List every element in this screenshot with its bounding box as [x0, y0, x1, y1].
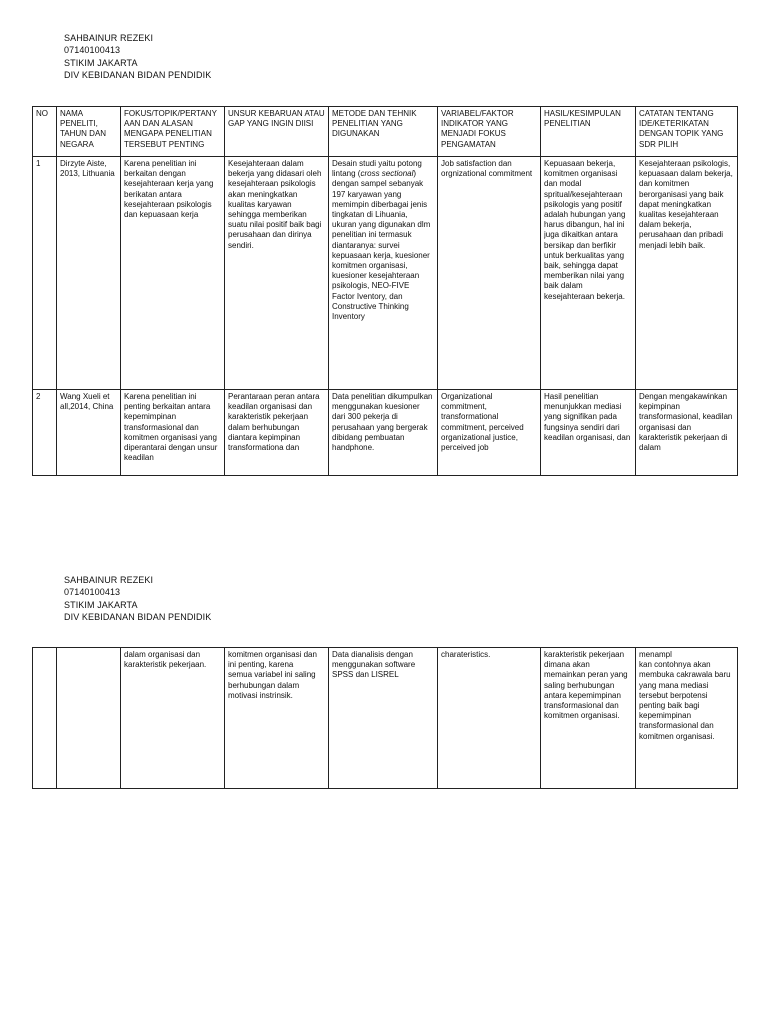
column-header: VARIABEL/FAKTOR INDIKATOR YANG MENJADI FOKUS PENGAMATAN [438, 107, 541, 157]
method-text-b: ) dengan sampel sebanyak 197 karyawan yang memimpin diberbagai jenis tingkatan di Lihuania, ukuran yang digunakan dlm penelitian ini termasuk diantaranya: survei kepuasaan kerja, kuesioner komitmen organisasi, kuesioner kesejahteraan psikologis, NEO-FIVE Factor Iventory, dan Constructive Thinking Inventory [332, 169, 431, 322]
page-1 [0, 0, 768, 500]
notes-cell [636, 648, 738, 789]
row-number: 2 [33, 390, 57, 476]
researcher-cell: Wang Xueli et all,2014, China [57, 390, 121, 476]
author-program: DIV KEBIDANAN BIDAN PENDIDIK [64, 611, 212, 622]
result-cell: Kepuasaan bekerja, komitmen organisasi dan modal spritual/kesejahteraan psikologis yang positif adalah hubungan yang harus dibangun, hal ini juga dikaitkan antara bersikap dan berfikir untuk berkualitas yang baik, sehingga dapat memberikan nilai yang baik dalam kesejahteraan bekerja. [541, 157, 636, 390]
method-italic-term: cross sectional [360, 169, 414, 179]
table-row [33, 390, 738, 476]
novelty-cell: Kesejahteraan dalam bekerja yang didasari oleh kesejahteraan psikologis akan meningkatkan kualitas karyawan sehingga memberikan suatu nilai positif baik bagi perusahaan dan dirinya sendiri. [225, 157, 329, 390]
table-row [33, 157, 738, 390]
researcher-cell [57, 648, 121, 789]
variable-cell: Organizational commitment, transformational commitment, perceived organizational justice, perceived job [438, 390, 541, 476]
table-header-row [33, 107, 738, 157]
page-separator [0, 504, 768, 505]
author-header [64, 32, 211, 81]
result-cell: karakteristik pekerjaan dimana akan memainkan peran yang saling berhubungan antara kepemimpinan transformasional dan komitmen organisasi. [541, 648, 636, 789]
column-header: NO [33, 107, 57, 157]
page-2 [0, 512, 768, 1024]
method-cell: Data penelitian dikumpulkan menggunakan kuesioner dari 300 pekerja di perusahaan yang bergerak dibidang pembuatan handphone. [329, 390, 438, 476]
author-name: SAHBAINUR REZEKI [64, 33, 154, 43]
method-text-a: Desain studi yaitu potong lintang ( [332, 159, 422, 179]
literature-table [32, 106, 738, 476]
notes-cell: Kesejahteraan psikologis, kepuasaan dalam bekerja, dan komitmen berorganisasi yang baik dapat meningkatkan kualitas kesejahteraan dalam bekerja, perusahaan dan pribadi menjadi lebih baik. [636, 157, 738, 390]
literature-table-continued [32, 647, 738, 789]
row-number [33, 648, 57, 789]
notes-line-1: menampl [639, 650, 672, 659]
method-cell: Data dianalisis dengan menggunakan software SPSS dan LISREL [329, 648, 438, 789]
author-school: STIKIM JAKARTA [64, 599, 138, 610]
novelty-line-2: semua variabel ini saling berhubungan dalam motivasi instrinsik. [228, 670, 316, 700]
novelty-line-1: komitmen organisasi dan ini penting, karena [228, 650, 317, 670]
author-name: SAHBAINUR REZEKI [64, 575, 154, 585]
novelty-cell [225, 648, 329, 789]
author-school: STIKIM JAKARTA [64, 57, 138, 68]
notes-line-2: kan contohnya akan membuka cakrawala baru yang mana mediasi tersebut berpotensi penting baik bagi kepemimpinan transformasional dan komitmen organisasi. [639, 660, 731, 741]
method-cell [329, 157, 438, 390]
row-number: 1 [33, 157, 57, 390]
focus-cell: Karena penelitian ini penting berkaitan antara kepemimpinan transformasional dan komitmen organisasi yang diperantarai dengan unsur keadilan [121, 390, 225, 476]
column-header: FOKUS/TOPIK/PERTANYAAN DAN ALASAN MENGAPA PENELITIAN TERSEBUT PENTING [121, 107, 225, 157]
researcher-cell: Dirzyte Aiste, 2013, Lithuania [57, 157, 121, 390]
author-nim: 07140100413 [64, 45, 121, 56]
column-header: METODE DAN TEHNIK PENELITIAN YANG DIGUNAKAN [329, 107, 438, 157]
author-header [64, 574, 211, 623]
variable-cell: charateristics. [438, 648, 541, 789]
table-row [33, 648, 738, 789]
author-nim: 07140100413 [64, 587, 121, 598]
focus-cell: dalam organisasi dan karakteristik pekerjaan. [121, 648, 225, 789]
column-header: NAMA PENELITI, TAHUN DAN NEGARA [57, 107, 121, 157]
variable-cell: Job satisfaction dan orgnizational commitment [438, 157, 541, 390]
column-header: HASIL/KESIMPULAN PENELITIAN [541, 107, 636, 157]
result-cell: Hasil penelitian menunjukkan mediasi yang signifikan pada fungsinya sendiri dari keadilan organisasi, dan [541, 390, 636, 476]
column-header: CATATAN TENTANG IDE/KETERIKATAN DENGAN TOPIK YANG SDR PILIH [636, 107, 738, 157]
author-program: DIV KEBIDANAN BIDAN PENDIDIK [64, 69, 212, 80]
focus-cell: Karena penelitian ini berkaitan dengan kesejahteraan kerja yang berikatan antara kesejahteraan psikologis dan kepuasaan kerja [121, 157, 225, 390]
novelty-cell: Perantaraan peran antara keadilan organisasi dan karakteristik pekerjaan dalam berhubungan diantara kepimpinan transformationa dan [225, 390, 329, 476]
notes-cell: Dengan mengakawinkan kepimpinan transformasional, keadilan organisasi dan karakteristik pekerjaan di dalam [636, 390, 738, 476]
column-header: UNSUR KEBARUAN ATAU GAP YANG INGIN DIISI [225, 107, 329, 157]
